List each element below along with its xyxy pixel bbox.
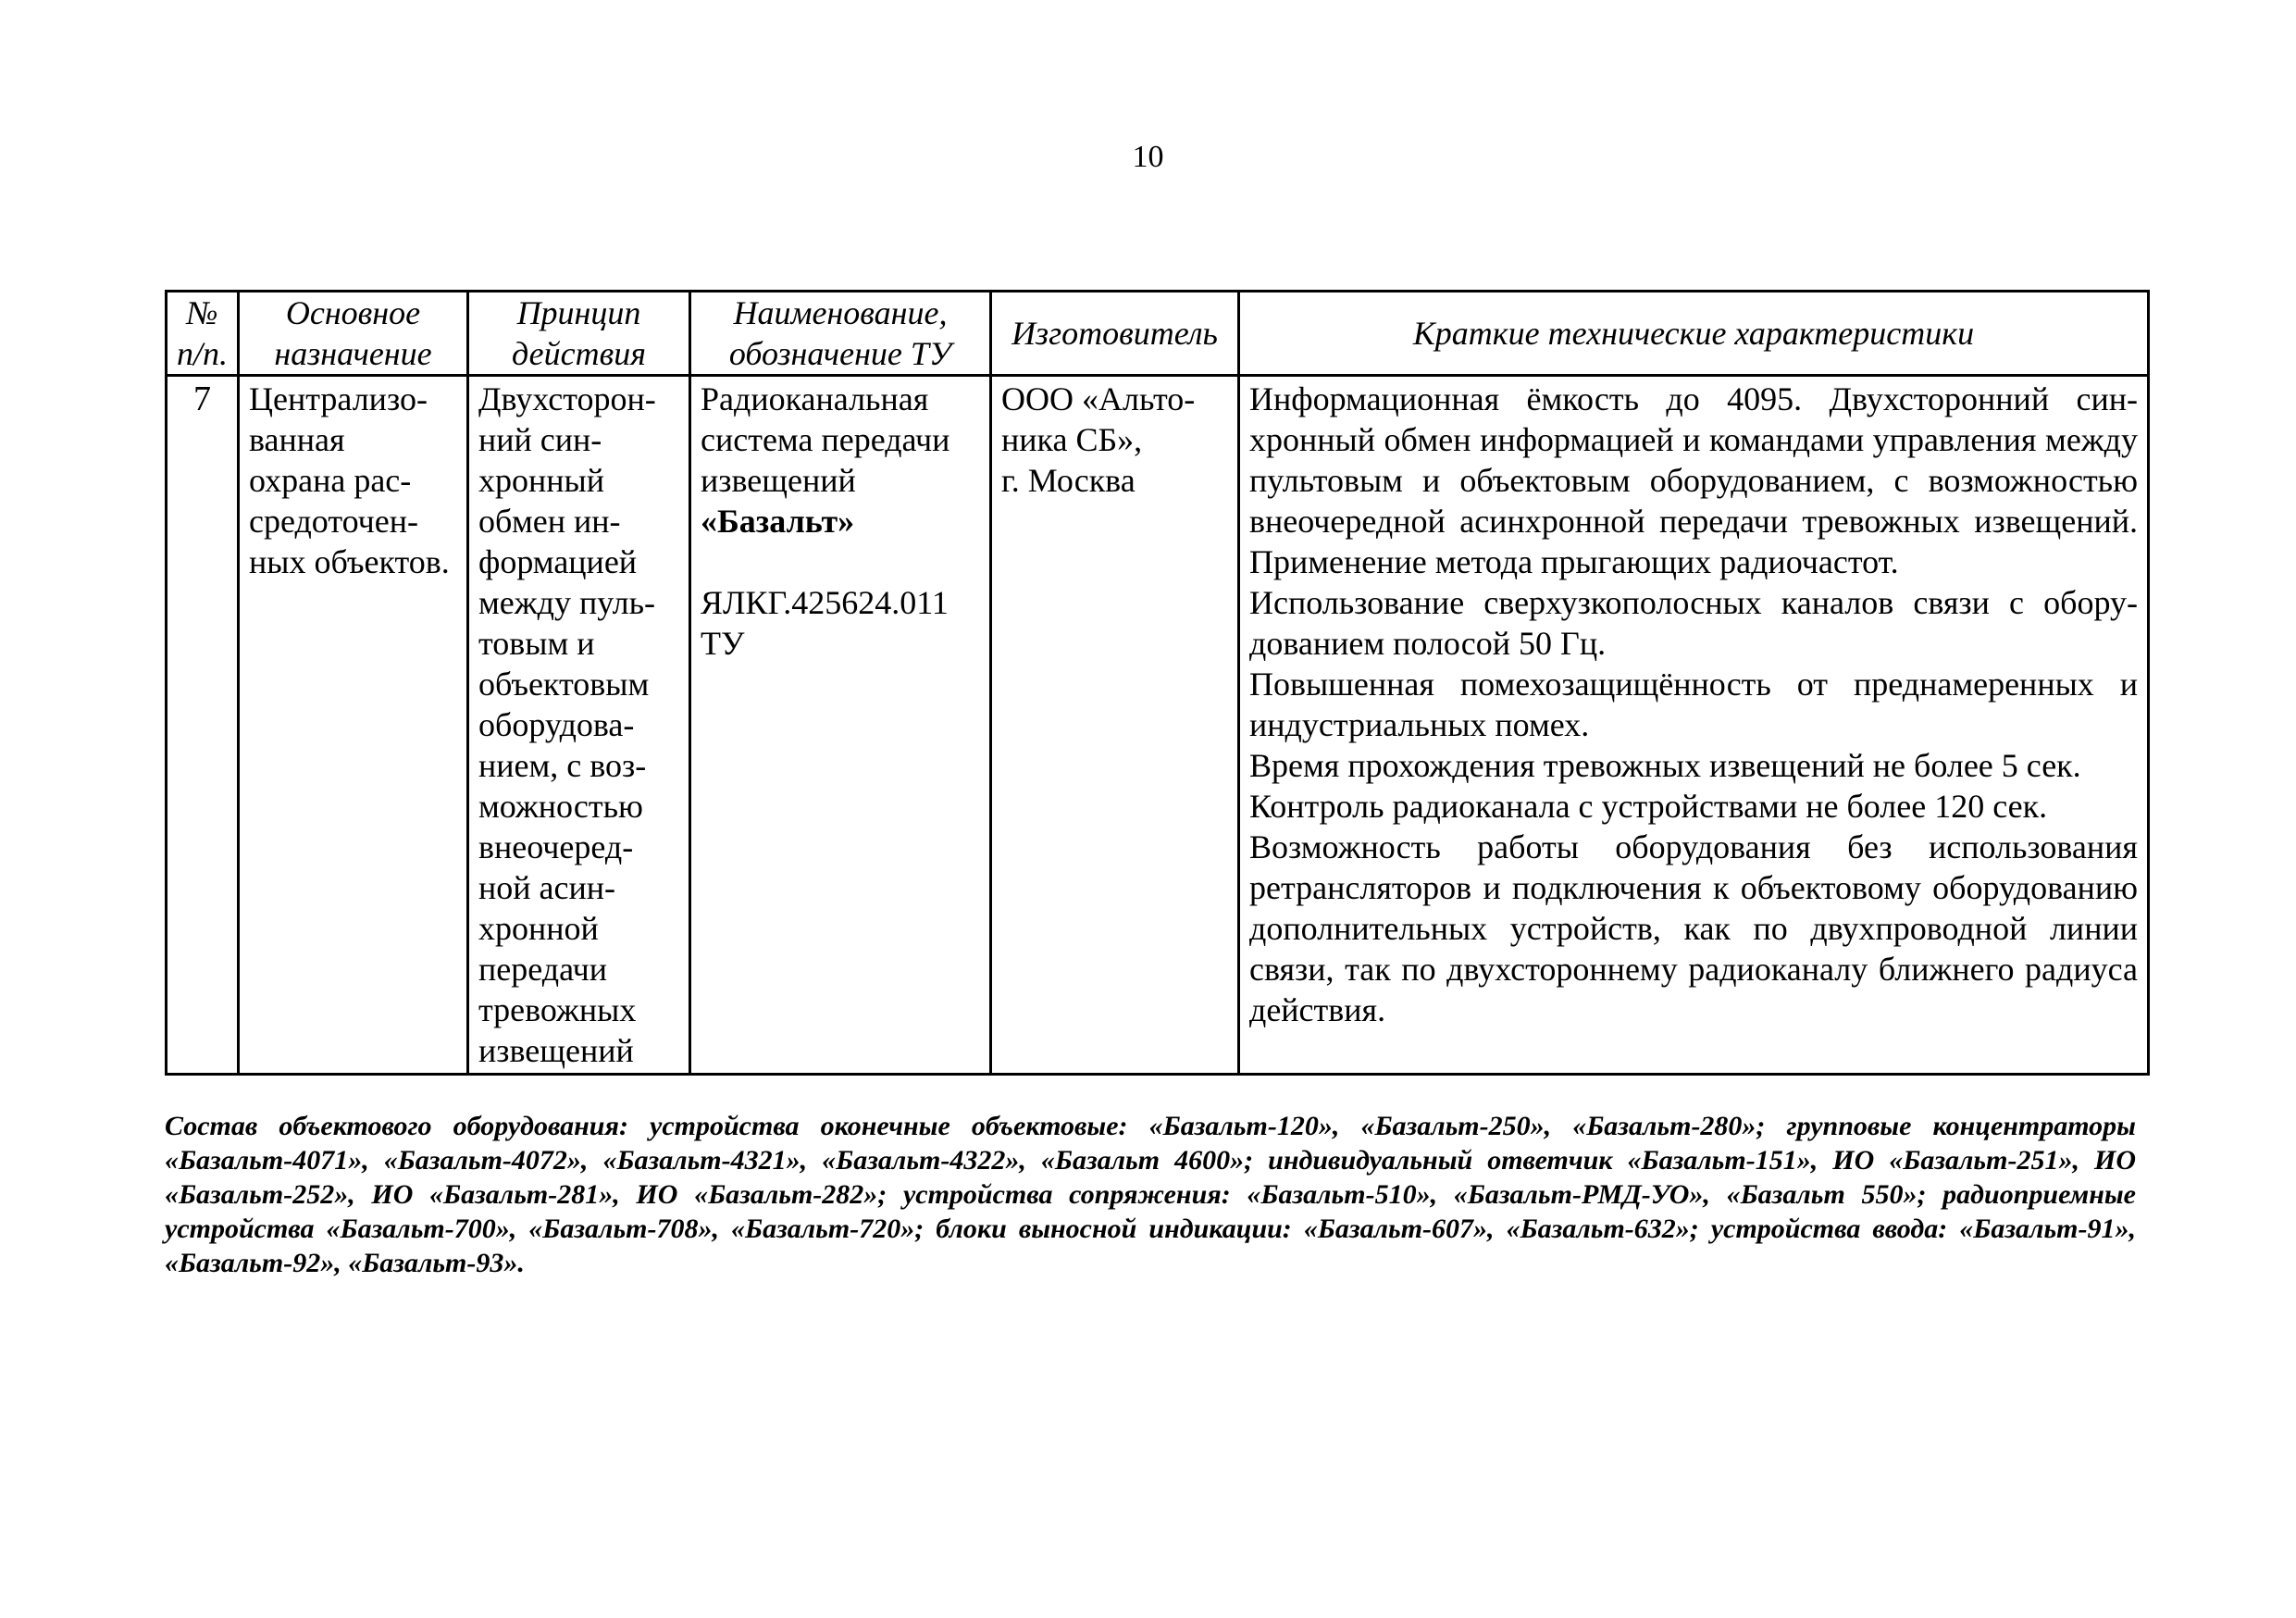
text-line: хронный	[478, 462, 604, 499]
page-number: 10	[1132, 140, 1164, 174]
text-line: ной асин-	[478, 869, 616, 906]
table-header-row	[167, 292, 2149, 376]
spec-paragraph: Информационная ёмкость до 4095. Двухсторонний синхронный обмен информацией и командами управления между пультовым и объектовым оборудованием, с возможностью внеочередной асинхронной передачи тревожных извещений. Применение метода прыгающих радиочастот.	[1249, 380, 2138, 580]
spacer	[701, 541, 980, 582]
text-line: между пуль-	[478, 584, 656, 621]
text-line: хронной	[478, 910, 599, 947]
header-line: п/п.	[176, 335, 228, 372]
header-line: Основное	[285, 294, 421, 331]
text-line: Двухсторон-	[478, 380, 656, 417]
text-line: средоточен-	[249, 503, 418, 540]
header-purpose	[239, 292, 468, 376]
header-name	[690, 292, 991, 376]
text-line: ванная	[249, 421, 345, 458]
cell-name	[690, 376, 991, 1075]
text-line: ных объектов.	[249, 543, 450, 580]
header-principle	[468, 292, 690, 376]
header-line: Наименование,	[733, 294, 948, 331]
text-line: ника СБ»,	[1001, 421, 1143, 458]
header-line: Изготовитель	[1011, 315, 1218, 352]
spec-paragraph: Время прохождения тревожных извещений не более 5 сек.	[1249, 747, 2081, 784]
text-line: извещений	[478, 1032, 634, 1069]
text-line: передачи	[478, 951, 607, 988]
text-line: формацией	[478, 543, 638, 580]
table-row	[167, 376, 2149, 1075]
header-line: Краткие технические характеристики	[1412, 315, 1975, 352]
text-line: г. Москва	[1001, 462, 1136, 499]
text-line: можностью	[478, 788, 643, 825]
text-line: система передачи	[701, 421, 950, 458]
text-line: оборудова-	[478, 706, 635, 743]
equipment-table	[165, 290, 2150, 1076]
header-number	[167, 292, 239, 376]
text-line: нием, с воз-	[478, 747, 647, 784]
text-line: ний син-	[478, 421, 602, 458]
text-line: обмен ин-	[478, 503, 621, 540]
spec-paragraph: Возможность работы оборудования без использования ретрансляторов и подключения к объектовому оборудованию дополнительных устройств, как по двухпроводной линии связи, так по двухстороннему радиоканалу ближнего радиуса действия.	[1249, 828, 2138, 1028]
cell-purpose	[239, 376, 468, 1075]
text-line: Радиоканальная	[701, 380, 929, 417]
header-line: Принцип	[516, 294, 641, 331]
text-line: объектовым	[478, 666, 650, 703]
header-line: назначение	[274, 335, 432, 372]
header-specs	[1239, 292, 2149, 376]
cell-maker	[991, 376, 1239, 1075]
equipment-note: Состав объектового оборудования: устройства оконечные объектовые: «Базальт-120», «Базальт-250», «Базальт-280»; групповые концентраторы «Базальт-4071», «Базальт-4072», «Базальт-4321», «Базальт-4322», «Базальт 4600»; индивидуальный ответчик «Базальт-151», ИО «Базальт-251», ИО «Базальт-252», ИО «Базальт-281», ИО «Базальт-282»; устройства сопряжения: «Базальт-510», «Базальт-РМД-УО», «Базальт 550»; радиоприемные устройства «Базальт-700», «Базальт-708», «Базальт-720»; блоки выносной индикации: «Базальт-607», «Базальт-632»; устройства ввода: «Базальт-91», «Базальт-92», «Базальт-93».	[165, 1111, 2136, 1278]
text-line: тревожных	[478, 991, 637, 1028]
designation-line: ЯЛКГ.425624.011	[701, 584, 949, 621]
text-line: охрана рас-	[249, 462, 412, 499]
header-line: №	[186, 294, 218, 331]
cell-number: 7	[167, 376, 239, 1075]
text-line: ООО «Альто-	[1001, 380, 1196, 417]
header-maker	[991, 292, 1239, 376]
cell-specs	[1239, 376, 2149, 1075]
text-line: внеочеред-	[478, 828, 634, 865]
text-line: Централизо-	[249, 380, 428, 417]
header-line: действия	[512, 335, 646, 372]
text-line: извещений	[701, 462, 856, 499]
cell-principle	[468, 376, 690, 1075]
header-line: обозначение ТУ	[728, 335, 952, 372]
designation-line: ТУ	[701, 625, 745, 662]
spec-paragraph: Повышенная помехозащищённость от преднамеренных и индустриальных помех.	[1249, 666, 2138, 743]
spec-paragraph: Использование сверхузкополосных каналов связи с оборудованием полосой 50 Гц.	[1249, 584, 2138, 662]
spec-paragraph: Контроль радиоканала с устройствами не более 120 сек.	[1249, 788, 2048, 825]
product-name: «Базальт»	[701, 503, 855, 540]
text-line: товым и	[478, 625, 595, 662]
